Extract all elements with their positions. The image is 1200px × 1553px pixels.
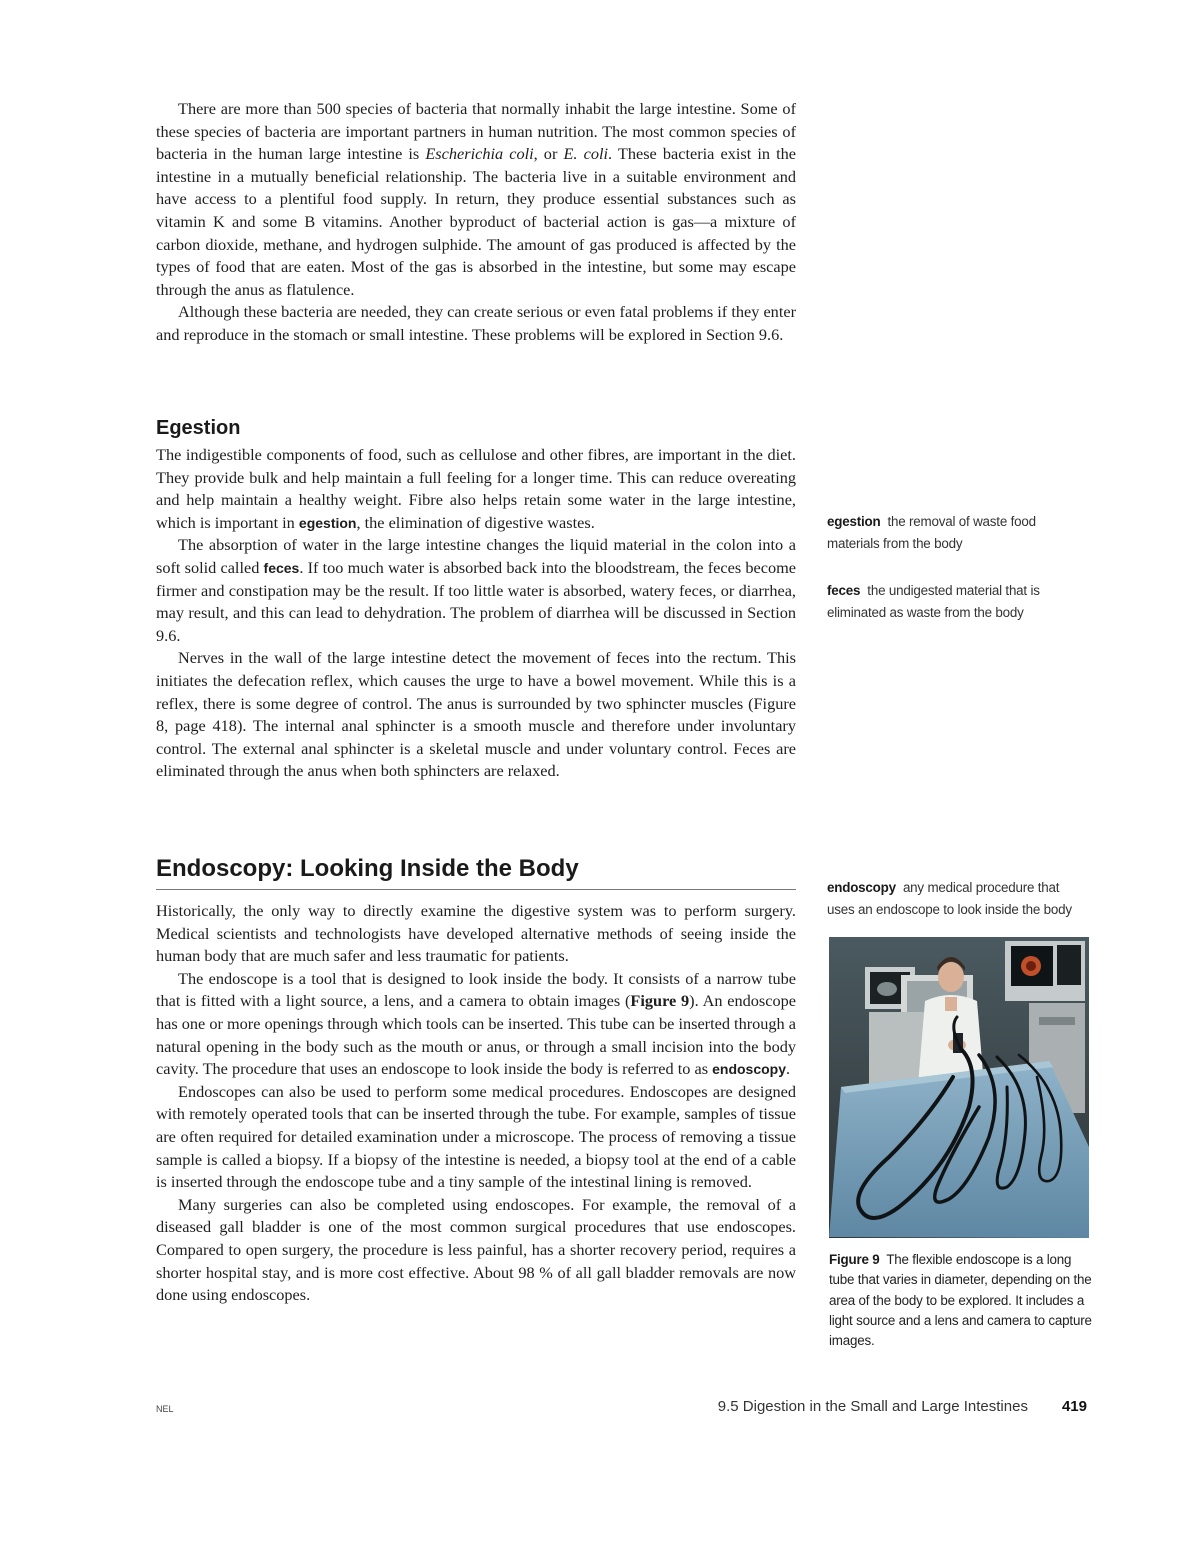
egestion-paragraph-1: The indigestible components of food, such as cellulose and other fibres, are important in the diet. They provide bulk and help maintain a full feeling for a longer time. This can reduce overeating and help maintain a healthy weight. Fibre also helps retain some water in the large intestine, which is important in egestion, the elimination of digestive wastes. (156, 445, 796, 532)
running-footer-section: 9.5 Digestion in the Small and Large Intestines (717, 1398, 1028, 1415)
page-footer (718, 1398, 1087, 1415)
publisher-mark: NEL (156, 1404, 174, 1414)
margin-definition-feces: feces the undigested material that is eliminated as waste from the body (827, 583, 1040, 620)
endoscopy-section (156, 854, 796, 1307)
feces-keyword: feces (263, 559, 300, 576)
endoscopy-paragraph-1: Historically, the only way to directly examine the digestive system was to perform surgery. Medical scientists and technologists have developed alternative methods of seeing inside the human body that are much safer and less traumatic for patients. (156, 901, 796, 966)
figure-9-caption: Figure 9 The flexible endoscope is a long tube that varies in diameter, depending on the area of the body to be explored. It includes a light source and a lens and camera to capture images. (829, 1252, 1092, 1349)
egestion-section (156, 415, 796, 783)
figure-9-photo (829, 937, 1089, 1238)
egestion-heading: Egestion (156, 417, 241, 439)
page-number: 419 (1061, 1398, 1087, 1415)
endoscopy-paragraph-3: Endoscopes can also be used to perform some medical procedures. Endoscopes are designed with remotely operated tools that can be inserted through the tube. For example, samples of tissue are often required for detailed examination under a microscope. The process of removing a tissue sample is called a biopsy. If a biopsy of the intestine is needed, a biopsy tool at the end of a cable is inserted through the endoscope tube and a tiny sample of the intestinal lining is removed. (156, 1081, 796, 1192)
bacteria-problems-paragraph: Although these bacteria are needed, they can create serious or even fatal problems if they enter and reproduce in the stomach or small intestine. These problems will be explored in Section 9.6. (156, 302, 796, 344)
margin-definition-egestion: egestion the removal of waste food materials from the body (827, 514, 1036, 551)
endoscopy-heading: Endoscopy: Looking Inside the Body (156, 854, 796, 890)
endoscopy-paragraph-2: The endoscope is a tool that is designed to look inside the body. It consists of a narrow tube that is fitted with a light source, a lens, and a camera to obtain images (Figure 9). An endoscope has one or more openings through which tools can be inserted. This tube can be inserted through a natural opening in the body such as the mouth or anus, or through a small incision into the body cavity. The procedure that uses an endoscope to look inside the body is referred to as endoscopy. (156, 968, 796, 1079)
bacteria-paragraph: There are more than 500 species of bacteria that normally inhabit the large intestine. Some of these species of bacteria are important partners in human nutrition. The most common species of bacteria in the human large intestine is Escherichia coli, or E. coli. These bacteria exist in the intestine in a mutually beneficial relationship. The bacteria live in a suitable environment and have access to a plentiful food supply. In return, they produce essential substances such as vitamin K and some B vitamins. Another byproduct of bacterial action is gas—a mixture of carbon dioxide, methane, and hydrogen sulphide. The amount of gas produced is affected by the types of food that are eaten. Most of the gas is absorbed in the intestine, but some may escape through the anus as flatulence. (156, 99, 796, 299)
margin-definition-endoscopy: endoscopy any medical procedure that uses an endoscope to look inside the body (827, 880, 1072, 917)
egestion-paragraph-3: Nerves in the wall of the large intestine detect the movement of feces into the rectum. This initiates the defecation reflex, which causes the urge to have a bowel movement. While this is a reflex, there is some degree of control. The anus is surrounded by two sphincter muscles (Figure 8, page 418). The internal anal sphincter is a smooth muscle and therefore under involuntary control. The external anal sphincter is a skeletal muscle and under voluntary control. Feces are eliminated through the anus when both sphincters are relaxed. (156, 648, 796, 781)
figure-9-reference[interactable]: Figure 9 (630, 991, 690, 1011)
endoscopy-keyword: endoscopy (712, 1061, 787, 1078)
egestion-paragraph-2: The absorption of water in the large intestine changes the liquid material in the colon into a soft solid called feces. If too much water is absorbed back into the bloodstream, the feces become firmer and constipation may be the result. If too little water is absorbed, watery feces, or diarrhea, may result, and this can lead to dehydration. The problem of diarrhea will be discussed in Section 9.6. (156, 535, 796, 645)
intro-section (156, 98, 796, 347)
egestion-keyword: egestion (298, 514, 357, 531)
endoscopy-paragraph-4: Many surgeries can also be completed using endoscopes. For example, the removal of a diseased gall bladder is one of the most common surgical procedures that use endoscopes. Compared to open surgery, the procedure is less painful, has a shorter recovery period, requires a shorter hospital stay, and is more cost effective. About 98 % of all gall bladder removals are now done using endoscopes. (156, 1194, 796, 1305)
endoscope-photo-illustration (829, 937, 1089, 1238)
figure-9-label: Figure 9 (829, 1252, 880, 1267)
